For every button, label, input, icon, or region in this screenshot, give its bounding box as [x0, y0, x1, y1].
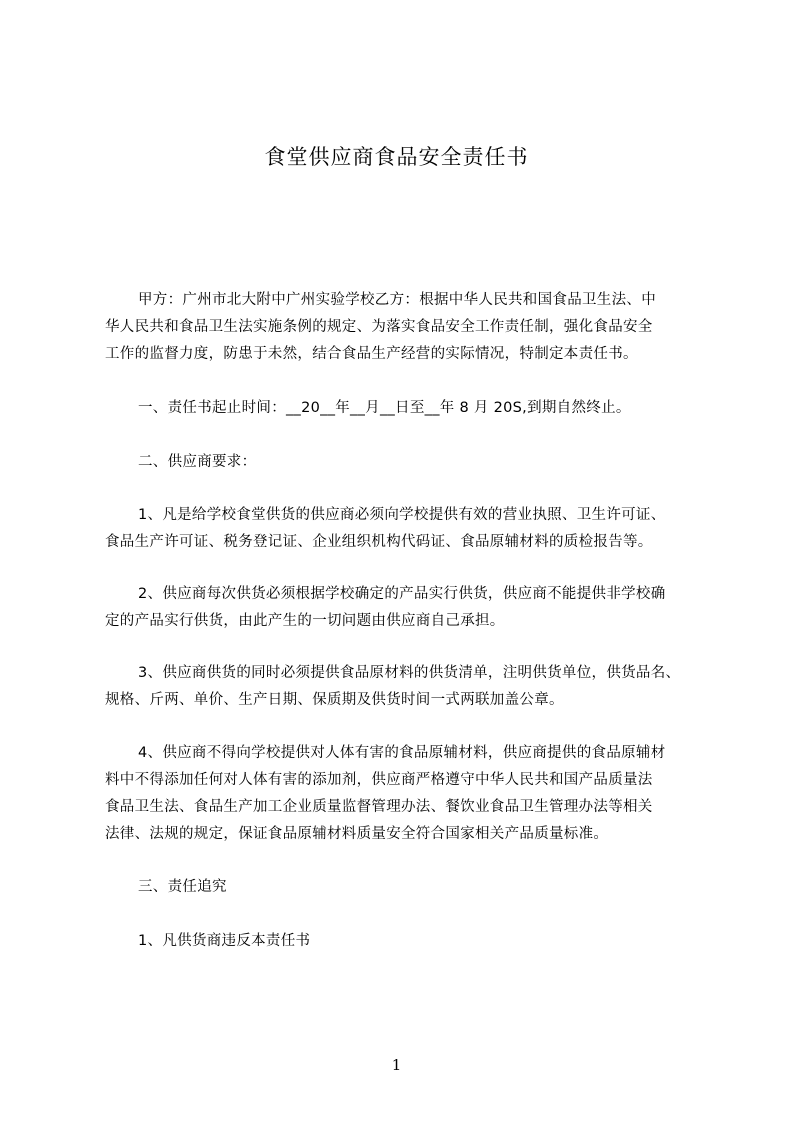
section-2-item-1-line-1: 1、凡是给学校食堂供货的供应商必须向学校提供有效的营业执照、卫生许可证、	[138, 507, 666, 523]
section-1-term: 一、责任书起止时间：__20__年__月__日至__年 8 月 20S,到期自然终止。	[138, 400, 631, 416]
preamble-line-2: 华人民共和食品卫生法实施条例的规定、为落实食品安全工作责任制，强化食品安全	[105, 319, 653, 335]
section-2-item-2-line-1: 2、供应商每次供货必须根据学校确定的产品实行供货，供应商不能提供非学校确	[138, 586, 666, 602]
preamble-line-3: 工作的监督力度，防患于未然，结合食品生产经营的实际情况，特制定本责任书。	[105, 346, 638, 362]
section-3-item-1: 1、凡供货商违反本责任书	[138, 933, 311, 949]
section-2-heading: 二、供应商要求：	[138, 454, 257, 470]
section-2-item-4-line-1: 4、供应商不得向学校提供对人体有害的食品原辅材料，供应商提供的食品原辅材	[138, 745, 666, 761]
section-2-item-4-line-4: 法律、法规的规定，保证食品原辅材料质量安全符合国家相关产品质量标准。	[105, 826, 609, 842]
document-title: 食堂供应商食品安全责任书	[264, 145, 529, 169]
section-3-heading: 三、责任追究	[138, 879, 227, 895]
preamble-line-1: 甲方：广州市北大附中广州实验学校乙方：根据中华人民共和国食品卫生法、中	[138, 292, 656, 308]
page-number: 1	[391, 1056, 402, 1074]
section-2-item-3-line-2: 规格、斤两、单价、生产日期、保质期及供货时间一式两联加盖公章。	[105, 692, 564, 708]
section-2-item-3-line-1: 3、供应商供货的同时必须提供食品原材料的供货清单，注明供货单位，供货品名、	[138, 665, 681, 681]
section-2-item-4-line-3: 食品卫生法、食品生产加工企业质量监督管理办法、餐饮业食品卫生管理办法等相关	[105, 799, 653, 815]
section-2-item-1-line-2: 食品生产许可证、税务登记证、企业组织机构代码证、食品原辅材料的质检报告等。	[105, 534, 653, 550]
section-2-item-2-line-2: 定的产品实行供货，由此产生的一切问题由供应商自己承担。	[105, 613, 505, 629]
section-2-item-4-line-2: 料中不得添加任何对人体有害的添加剂，供应商严格遵守中华人民共和国产品质量法	[105, 772, 653, 788]
